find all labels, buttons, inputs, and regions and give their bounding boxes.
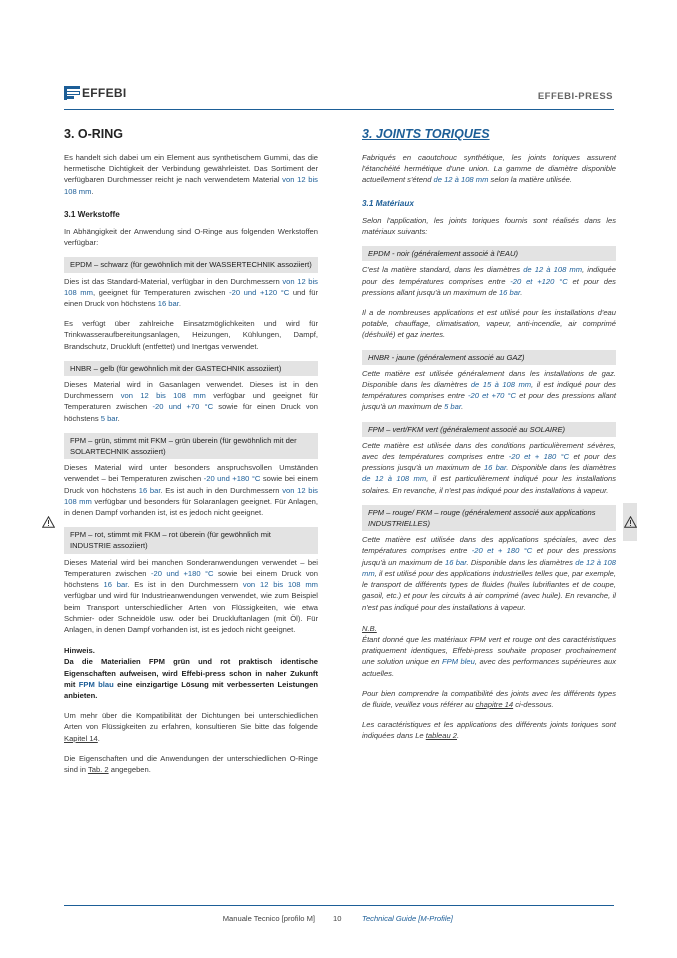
fpm-green-heading: FPM – grün, stimmt mit FKM – grün überein (für gewöhnlich mit der SOLARTECHNIK assoziiert) bbox=[64, 433, 318, 459]
fpm-red-heading-fr: FPM – rouge/ FKM – rouge (généralement associé aux applications INDUSTRIELLES) bbox=[362, 505, 616, 531]
page-title: 3. O-RING bbox=[64, 127, 124, 141]
table-link[interactable]: Tab. 2 bbox=[87, 764, 109, 774]
section-intro: In Abhängigkeit der Anwendung sind O-Ringe aus folgenden Werkstoffen verfügbar: bbox=[64, 227, 318, 248]
page-number: 10 bbox=[333, 914, 342, 923]
footer-rule bbox=[64, 905, 614, 906]
brand-name: EFFEBI-PRESS bbox=[537, 91, 613, 102]
chapter-link[interactable]: Kapitel 14 bbox=[64, 733, 98, 743]
hnbr-heading: HNBR – gelb (für gewöhnlich mit der GASTECHNIK assoziiert) bbox=[64, 361, 318, 376]
epdm-heading: EPDM – schwarz (für gewöhnlich mit der WASSERTECHNIK assoziiert) bbox=[64, 257, 318, 272]
warning-icon-fr bbox=[623, 503, 637, 541]
fpm-red-paragraph: Dieses Material wird bei manchen Sonderanwendungen verwendet – bei Temperaturen zwischen -20 und +180 °C sowie bei einem Druck von höchstens 16 bar. Es ist in den Durchmessern von 12 bis 108 mm verfügbar und wird für Industrieanwendungen verwendet, wie zum Beispiel beim Transport unterschiedlicher Arten von Flüssigkeiten, wie etwa Schmier- oder Schneidöle usw. oder bei Druckluftanlagen (mit Öl). Für Anlagen, in denen Dampf vorhanden ist, ist es jedoch nicht geeignet. bbox=[64, 557, 318, 634]
fpm-green-paragraph-fr: Cette matière est utilisée dans des conditions particulièrement sévères, avec des températures comprises entre -20 et + 180 °C et pour des pressions jusqu'à un maximum de 16 bar. Disponible dans les diamètres de 12 à 108 mm, il est particulièrement indiqué pour les installations solaires. En revanche, il n'est pas indiqué pour des installations à vapeur. bbox=[362, 440, 617, 495]
compat-paragraph-fr: Pour bien comprendre la compatibilité des joints avec les différents types de fluide, veuillez vous référer au chapitre 14 ci-dessous. bbox=[362, 688, 616, 709]
props-paragraph: Die Eigenschaften und die Anwendungen der unterschiedlichen O-Ringe sind in Tab. 2 angegeben. bbox=[64, 753, 318, 774]
logo-text: EFFEBI bbox=[82, 86, 127, 100]
footer-left: Manuale Tecnico [profilo M] bbox=[222, 914, 315, 923]
epdm-heading-fr: EPDM - noir (généralement associé à l'EAU) bbox=[362, 246, 616, 261]
german-column bbox=[64, 126, 318, 784]
hnbr-heading-fr: HNBR - jaune (généralement associé au GAZ) bbox=[362, 350, 616, 365]
hnbr-paragraph-fr: Cette matière est utilisée généralement dans les installations de gaz. Disponible dans les diamètres de 15 à 108 mm, il est indiqué pour des températures comprises entre -20 et +70 °C et pour des pressions allant jusqu'à un maximum de 5 bar. bbox=[362, 368, 617, 412]
page-title-fr: 3. JOINTS TORIQUES bbox=[362, 127, 490, 141]
chapter-link-fr[interactable]: chapitre 14 bbox=[475, 699, 514, 709]
footer-right: Technical Guide [M-Profile] bbox=[362, 914, 453, 923]
section-title: 3.1 Werkstoffe bbox=[64, 209, 120, 219]
logo bbox=[64, 84, 126, 102]
props-paragraph-fr: Les caractéristiques et les applications des différents joints toriques sont indiquées dans Le tableau 2. bbox=[362, 720, 616, 741]
compat-paragraph: Um mehr über die Kompatibilität der Dichtungen bei unterschiedlichen Arten von Flüssigkeiten zu erfahren, konsultieren Sie bitte das folgende Kapitel 14. bbox=[64, 711, 318, 743]
epdm-uses-paragraph-fr: Il a de nombreuses applications et est utilisé pour les installations d'eau potable, chauffage, climatisation, vapeur, anti-incendie, air comprimé (déshuilé) et gaz inertes. bbox=[362, 308, 616, 340]
warning-icon bbox=[41, 511, 55, 533]
intro-paragraph: Es handelt sich dabei um ein Element aus synthetischem Gummi, das die hermetische Dichtigkeit der Verbindung gewährleistet. Das Sortiment der verfügbaren Durchmesser reicht je nach verwendetem Material von 12 bis 108 mm. bbox=[64, 153, 318, 196]
effebi-logo-icon bbox=[64, 85, 80, 101]
table-link-fr[interactable]: tableau 2 bbox=[425, 731, 458, 741]
section-title-fr: 3.1 Matériaux bbox=[362, 198, 414, 208]
hnbr-paragraph: Dieses Material wird in Gasanlagen verwendet. Dieses ist in den Durchmessern von 12 bis 108 mm verfügbar und geeignet für Temperaturen zwischen -20 und +70 °C sowie für einen Druck von höchstens 5 bar. bbox=[64, 380, 318, 423]
note-paragraph: Hinweis. Da die Materialien FPM grün und rot praktisch identische Eigenschaften aufweisen, wird Effebi-press schon in naher Zukunft mit FPM blau eine einzigartige Lösung mit verbesserten Leistungen anbieten. bbox=[64, 646, 318, 700]
note-paragraph-fr: N.B. Étant donné que les matériaux FPM vert et rouge ont des caractéristiques pratiquement identiques, Effebi-press souhaite proposer prochainement une solution unique en FPM bleu, avec des performances supérieures aux actuelles. bbox=[362, 623, 616, 678]
fpm-red-paragraph-fr: Cette matière est utilisée dans des applications spéciales, avec des températures comprises entre -20 et + 180 °C et pour des pressions jusqu'à un maximum de 16 bar. Disponible dans les diamètres de 12 à 108 mm, il est utilisé pour des applications industrielles telles que, par exemple, le transport de différents types de fluides (huiles lubrifiantes et de coupe, gasoil, etc.) et pour les circuits à air comprimé (avec huile). En revanche, il n'est pas indiqué pour des installations à vapeur. bbox=[362, 535, 617, 612]
intro-paragraph-fr: Fabriqués en caoutchouc synthétique, les joints toriques assurent l'étanchéité hermétique d'une union. La gamme de diamètre disponible actuellement s'étend de 12 à 108 mm selon la matière utilisée. bbox=[362, 153, 616, 185]
epdm-paragraph-fr: C'est la matière standard, dans les diamètres de 12 à 108 mm, indiquée pour des températures comprises entre -20 et +120 °C et pour des pressions allant jusqu'à un maximum de 16 bar. bbox=[362, 265, 616, 297]
fpm-green-paragraph: Dieses Material wird unter besonders anspruchsvollen Umständen verwendet – bei Temperaturen zwischen -20 und +180 °C sowie bei einem Druck von höchstens 16 bar. Es ist auch in den Durchmessern von 12 bis 108 mm verfügbar und besonders für Solaranlagen geeignet. Für Anlagen, in denen Dampf vorhanden ist, ist es jedoch nicht geeignet. bbox=[64, 463, 319, 518]
fpm-red-heading: FPM – rot, stimmt mit FKM – rot überein (für gewöhnlich mit INDUSTRIE assoziiert) bbox=[64, 527, 318, 553]
section-intro-fr: Selon l'application, les joints toriques fournis sont réalisés dans les matériaux suivants: bbox=[362, 215, 616, 237]
header-rule bbox=[64, 109, 614, 110]
epdm-uses-paragraph: Es verfügt über zahlreiche Einsatzmöglichkeiten und wird für Trinkwasseraufbereitungsanlagen, Heizungen, Kühlungen, Dampf, Brandschutz, Druckluft (entfettet) und Inertgas verwendet. bbox=[64, 319, 318, 351]
epdm-paragraph: Dies ist das Standard-Material, verfügbar in den Durchmessern von 12 bis 108 mm, geeignet für Temperaturen zwischen -20 und +120 °C und für einen Druck von höchstens 16 bar. bbox=[64, 276, 318, 309]
french-column bbox=[362, 126, 616, 751]
fpm-green-heading-fr: FPM – vert/FKM vert (généralement associé au SOLAIRE) bbox=[362, 422, 616, 437]
